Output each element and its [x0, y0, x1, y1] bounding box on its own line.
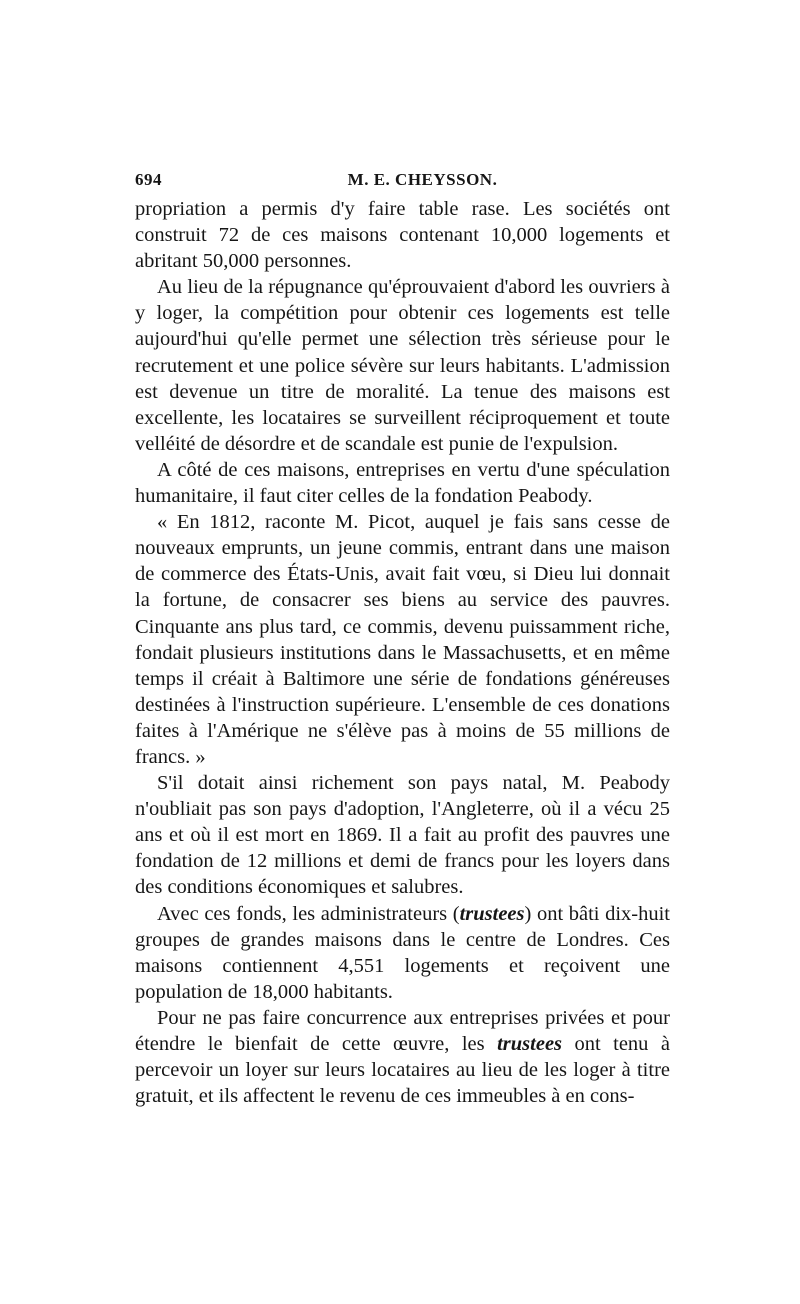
page-number: 694 — [135, 170, 162, 189]
running-head — [135, 170, 670, 196]
book-page — [135, 170, 670, 1109]
paragraph — [135, 901, 670, 1005]
text-segment: Avec ces fonds, les administrateurs ( — [157, 902, 460, 925]
text-segment: ont tenu à percevoir un loyer sur leurs locataires au lieu de les loger à titre gratuit, et ils affectent le revenu de ces immeubles à en cons- — [135, 1033, 670, 1108]
text-segment: Au lieu de la répugnance qu'éprouvaient d'abord les ouvriers à y loger, la compétition pour obtenir ces logements est telle aujourd'hui qu'elle permet une sélection très sérieuse pour le recrutement et une police sévère sur leurs habitants. L'admission est devenue un titre de moralité. La tenue des maisons est excellente, les locataires se surveillent réciproquement et toute velléité de désordre et de scandale est punie de l'expulsion. — [135, 276, 670, 455]
text-segment: S'il dotait ainsi richement son pays natal, M. Peabody n'oubliait pas son pays d'adoption, l'Angleterre, où il a vécu 25 ans et où il est mort en 1869. Il a fait au profit des pauvres une fondation de 12 millions et demi de francs pour les loyers dans des conditions économiques et salubres. — [135, 772, 670, 899]
paragraph — [135, 457, 670, 509]
paragraph — [135, 1005, 670, 1109]
italic-term: trustees — [497, 1033, 563, 1055]
paragraph — [135, 196, 670, 274]
text-segment: « En 1812, raconte M. Picot, auquel je fais sans cesse de nouveaux emprunts, un jeune commis, entrant dans une maison de commerce des États-Unis, avait fait vœu, si Dieu lui donnait la fortune, de consacrer ses biens au service des pauvres. Cinquante ans plus tard, ce commis, devenu puissamment riche, fondait plusieurs institutions dans le Massachusetts, et en même temps il créait à Baltimore une série de fondations généreuses destinées à l'instruction supérieure. L'ensemble de ces donations faites à l'Amérique ne s'élève pas à moins de 55 millions de francs. » — [135, 511, 670, 768]
text-segment: A côté de ces maisons, entreprises en vertu d'une spéculation humanitaire, il faut citer celles de la fondation Peabody. — [135, 458, 670, 508]
paragraph — [135, 770, 670, 900]
text-segment: propriation a permis d'y faire table rase. Les sociétés ont construit 72 de ces maisons contenant 10,000 logements et abritant 50,000 personnes. — [135, 198, 670, 273]
italic-term: trustees — [459, 902, 525, 925]
text-segment: Pour ne pas faire concurrence aux entreprises privées et pour étendre le bienfait de cette œuvre, les — [135, 1006, 670, 1055]
running-title: M. E. CHEYSSON. — [347, 170, 498, 189]
paragraph — [135, 274, 670, 457]
text-segment: ) ont bâti dix-huit groupes de grandes maisons dans le centre de Londres. Ces maisons contiennent 4,551 logements et reçoivent une population de 18,000 habitants. — [135, 902, 670, 1003]
body-text — [135, 196, 670, 1109]
paragraph — [135, 509, 670, 770]
